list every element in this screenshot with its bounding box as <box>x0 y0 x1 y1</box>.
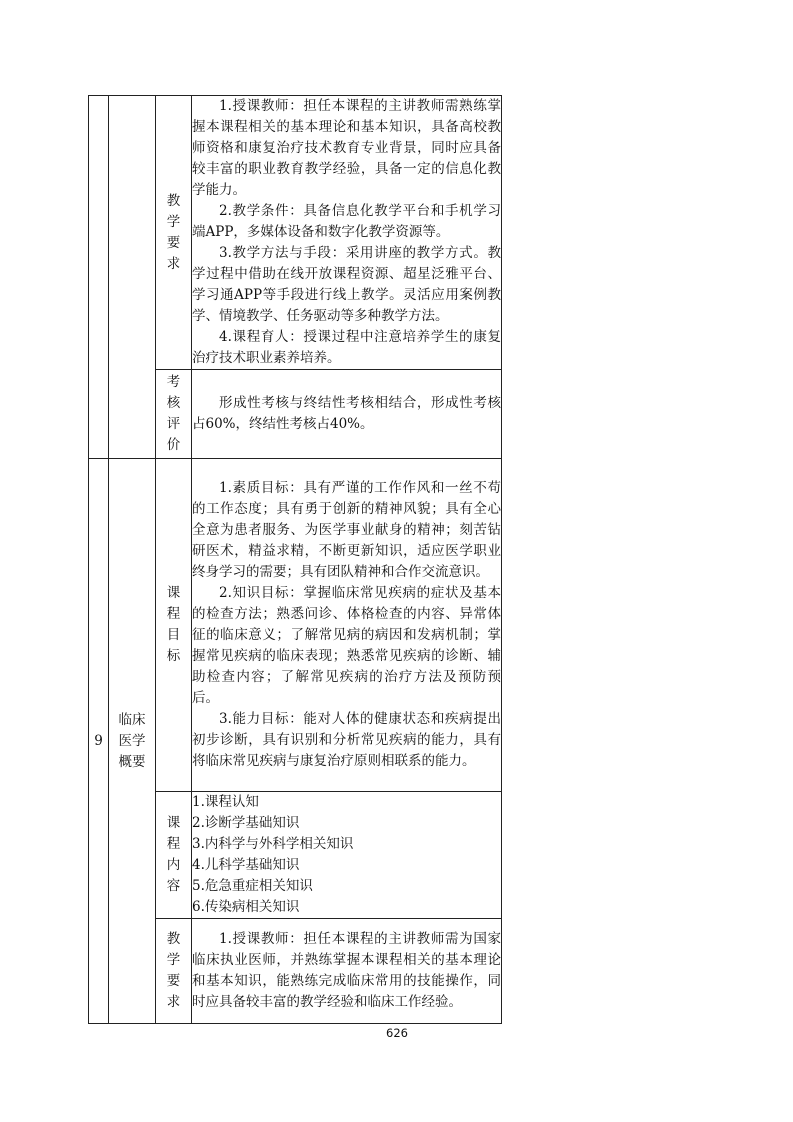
section-body-teaching-requirements: 1.授课教师：担任本课程的主讲教师需为国家临床执业医师，并熟练掌握本课程相关的基本理论和基本知识，能熟练完成临床常用的技能操作，同时应具备较丰富的教学经验和临床工作经验。 <box>192 919 502 1024</box>
course-number-cell: 9 <box>89 459 109 1024</box>
table-row <box>89 96 502 370</box>
section-label-assessment: 考 核 评 价 <box>156 370 192 459</box>
list-item: 1.课程认知 <box>192 794 259 810</box>
section-label-teaching-requirements: 教 学 要 求 <box>156 919 192 1024</box>
section-label-course-objectives: 课 程 目 标 <box>156 459 192 792</box>
list-item: 3.内科学与外科学相关知识 <box>192 836 354 852</box>
course-name-cell <box>109 96 156 459</box>
page-number: 626 <box>386 1026 408 1040</box>
list-item: 6.传染病相关知识 <box>192 899 300 915</box>
list-item: 2.诊断学基础知识 <box>192 815 300 831</box>
section-body-assessment: 形成性考核与终结性考核相结合，形成性考核占60%，终结性考核占40%。 <box>192 370 502 459</box>
section-body-teaching-requirements: 1.授课教师：担任本课程的主讲教师需熟练掌握本课程相关的基本理论和基本知识，具备高校教师资格和康复治疗技术教育专业背景，同时应具备较丰富的职业教育教学经验，具备一定的信息化教学能力。 2.教学条件：具备信息化教学平台和手机学习端APP，多媒体设备和数字化教学资源等。 3.教学方法与手段：采用讲座的教学方式。教学过程中借助在线开放课程资源、超星泛雅平台、学习通APP等手段进行线上教学。灵活应用案例教学、情境教学、任务驱动等多种教学方法。 4.课程育人：授课过程中注意培养学生的康复治疗技术职业素养培养。 <box>192 96 502 370</box>
course-name-cell: 临床 医学 概要 <box>109 459 156 1024</box>
table-row <box>89 459 502 792</box>
section-body-course-content <box>192 792 502 919</box>
section-body-course-objectives: 1.素质目标：具有严谨的工作作风和一丝不苟的工作态度；具有勇于创新的精神风貌；具有全心全意为患者服务、为医学事业献身的精神；刻苦钻研医术，精益求精，不断更新知识，适应医学职业终身学习的需要；具有团队精神和合作交流意识。 2.知识目标：掌握临床常见疾病的症状及基本的检查方法；熟悉问诊、体格检查的内容、异常体征的临床意义；了解常见病的病因和发病机制；掌握常见疾病的临床表现；熟悉常见疾病的诊断、辅助检查内容；了解常见疾病的治疗方法及预防预后。 3.能力目标：能对人体的健康状态和疾病提出初步诊断，具有识别和分析常见疾病的能力，具有将临床常见疾病与康复治疗原则相联系的能力。 <box>192 459 502 792</box>
list-item: 5.危急重症相关知识 <box>192 878 313 894</box>
course-table <box>88 95 502 1024</box>
section-label-teaching-requirements: 教 学 要 求 <box>156 96 192 370</box>
section-label-course-content: 课 程 内 容 <box>156 792 192 919</box>
course-number-cell <box>89 96 109 459</box>
list-item: 4.儿科学基础知识 <box>192 857 300 873</box>
